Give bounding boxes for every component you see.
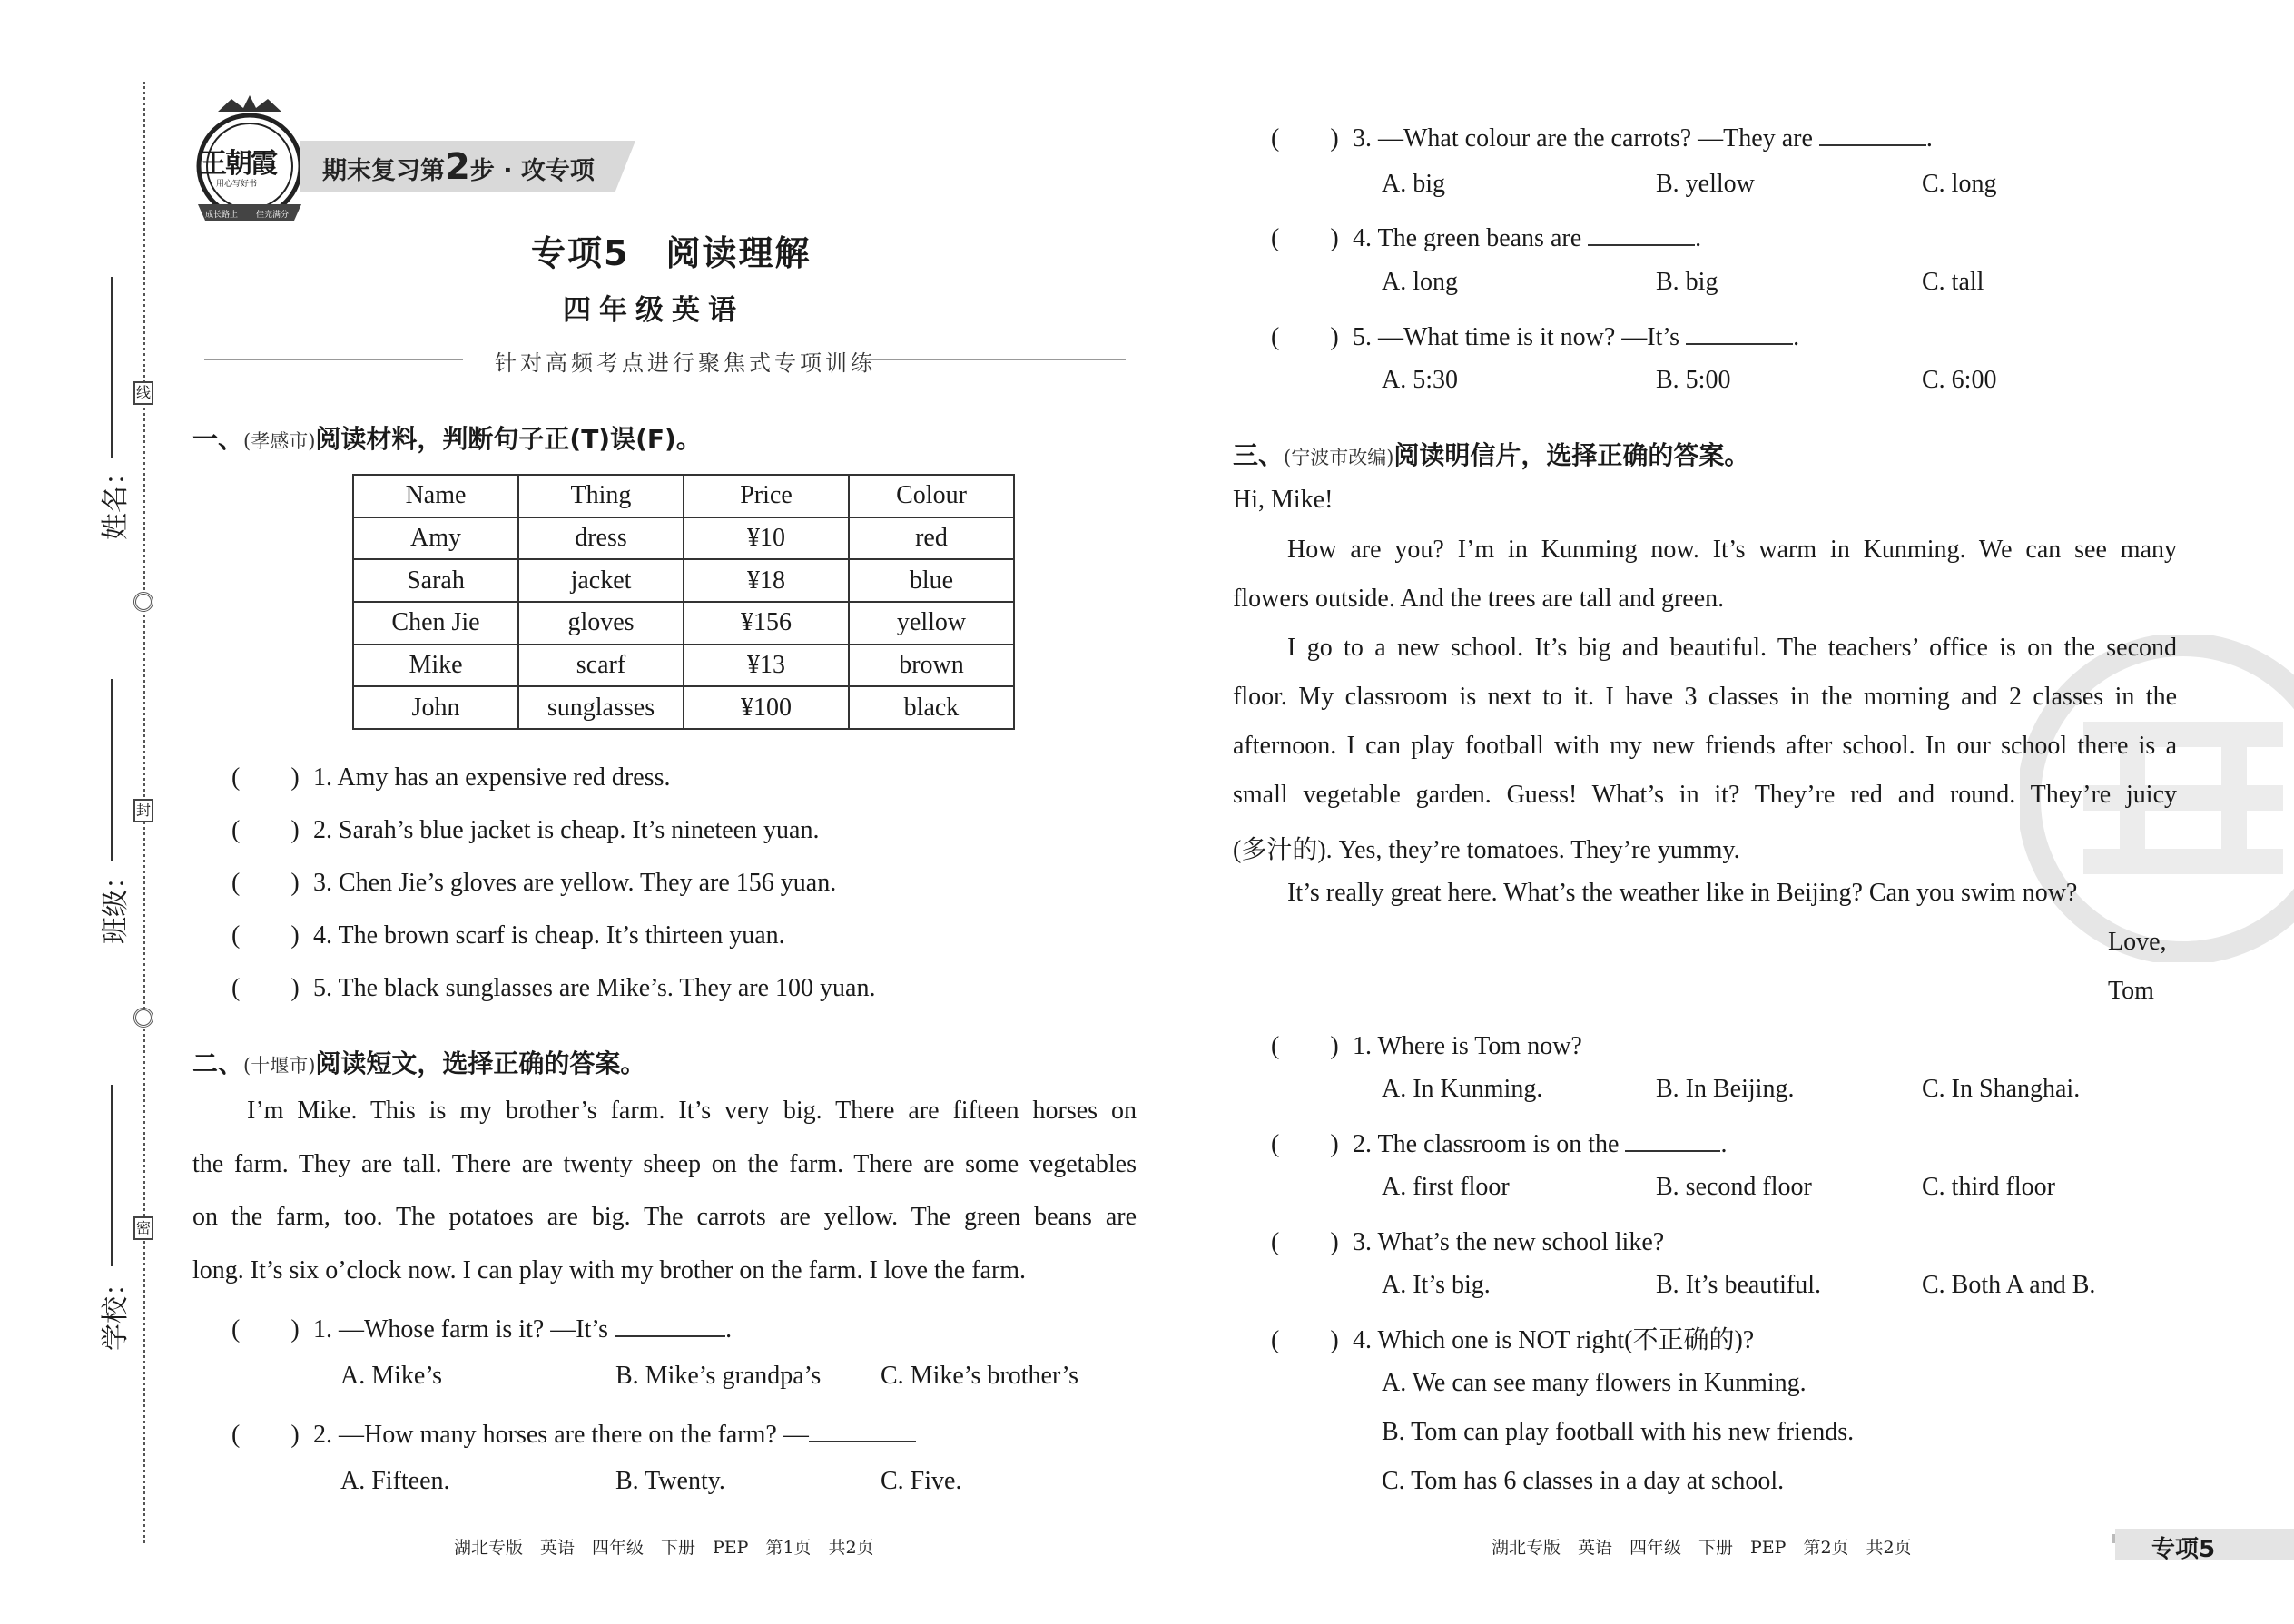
- price-table: [352, 474, 1015, 730]
- mc-question-4: ( ) 4. The green beans are .: [1271, 224, 1702, 252]
- logo-ribbon-left: 成长路上: [205, 211, 239, 220]
- passage-line: I’m Mike. This is my brother’s farm. It’s very big. There are fifteen horses on: [247, 1097, 1137, 1125]
- logo-tagline: 用心写好书: [216, 180, 258, 189]
- table-cell: Sarah: [353, 559, 518, 602]
- table-cell: jacket: [518, 559, 684, 602]
- answer-blank[interactable]: [1819, 126, 1926, 146]
- option-c: C. long: [1922, 170, 1997, 198]
- table-cell: Amy: [353, 517, 518, 560]
- mc-question-1: ( ) 1. Where is Tom now?: [1271, 1032, 1582, 1060]
- option-b: B. Twenty.: [615, 1467, 725, 1495]
- tf-question-1: ( ) 1. Amy has an expensive red dress.: [231, 763, 671, 792]
- mc-question-2: ( ) 2. —How many horses are there on the farm? —: [231, 1414, 916, 1451]
- table-cell: brown: [849, 645, 1014, 687]
- table-cell: yellow: [849, 602, 1014, 645]
- table-cell: ¥18: [684, 559, 849, 602]
- class-field[interactable]: [111, 679, 113, 861]
- table-cell: Chen Jie: [353, 602, 518, 645]
- divider: [862, 359, 1126, 360]
- option-a: A. Fifteen.: [340, 1467, 450, 1495]
- passage-line: flowers outside. And the trees are tall and green.: [1233, 585, 1725, 613]
- table-cell: Mike: [353, 645, 518, 687]
- name-label: 姓名：: [100, 458, 132, 540]
- binding-char-mi: 密: [133, 1216, 153, 1240]
- option-b: B. second floor: [1656, 1173, 1812, 1201]
- mc-question-2: ( ) 2. The classroom is on the .: [1271, 1130, 1728, 1158]
- option-b: B. Tom can play football with his new friends.: [1382, 1418, 1855, 1446]
- option-b: B. big: [1656, 268, 1718, 296]
- table-row: [353, 686, 1014, 729]
- option-b: B. 5:00: [1656, 366, 1731, 394]
- table-cell: red: [849, 517, 1014, 560]
- page-title: 专项5 阅读理解: [531, 233, 812, 273]
- option-a: A. It’s big.: [1382, 1271, 1491, 1299]
- option-b: B. It’s beautiful.: [1656, 1271, 1821, 1299]
- letter-signature: Tom: [2108, 977, 2154, 1005]
- mc-question-3: ( ) 3. What’s the new school like?: [1271, 1228, 1665, 1256]
- mc-question-3: ( ) 3. —What colour are the carrots? —They are .: [1271, 124, 1933, 153]
- divider: [204, 359, 463, 360]
- option-a: A. Mike’s: [340, 1362, 442, 1390]
- answer-blank[interactable]: [1686, 325, 1793, 345]
- option-b: B. yellow: [1656, 170, 1755, 198]
- option-c: C. tall: [1922, 268, 1984, 296]
- school-label: 学校：: [100, 1269, 132, 1351]
- name-field[interactable]: [111, 277, 113, 458]
- footer-right: 湖北专版 英语 四年级 下册 PEP 第2页 共2页: [1492, 1538, 1912, 1558]
- table-cell: sunglasses: [518, 686, 684, 729]
- logo-text: 王朝霞: [200, 148, 276, 180]
- passage-line: the farm. They are tall. There are twenty sheep on the farm. There are some vegetables: [192, 1150, 1137, 1178]
- passage-line: It’s really great here. What’s the weather like in Beijing? Can you swim now?: [1287, 879, 2078, 907]
- mc-question-4: ( ) 4. Which one is NOT right(不正确的)?: [1271, 1326, 1755, 1354]
- letter-closing: Love,: [2108, 928, 2167, 956]
- tf-question-4: ( ) 4. The brown scarf is cheap. It’s thirteen yuan.: [231, 921, 785, 950]
- tf-question-3: ( ) 3. Chen Jie’s gloves are yellow. They are 156 yuan.: [231, 869, 837, 897]
- mc-question-5: ( ) 5. —What time is it now? —It’s .: [1271, 323, 1800, 351]
- table-cell: black: [849, 686, 1014, 729]
- answer-blank[interactable]: [1588, 226, 1695, 246]
- table-cell: blue: [849, 559, 1014, 602]
- table-row: [353, 517, 1014, 560]
- table-header-row: [353, 475, 1014, 517]
- mc-question-1: ( ) 1. —Whose farm is it? —It’s .: [231, 1315, 733, 1343]
- passage-line: long. It’s six o’clock now. I can play with my brother on the farm. I love the farm.: [192, 1256, 1027, 1284]
- binding-char-xian: 线: [133, 381, 153, 405]
- passage-line: afternoon. I can play football with my new friends after school. In our school there is a: [1233, 732, 2177, 760]
- table-row: [353, 559, 1014, 602]
- class-label: 班级：: [100, 862, 132, 944]
- option-a: A. We can see many flowers in Kunming.: [1382, 1369, 1807, 1397]
- tf-question-2: ( ) 2. Sarah’s blue jacket is cheap. It’s nineteen yuan.: [231, 816, 820, 844]
- table-cell: ¥156: [684, 602, 849, 645]
- table-cell: gloves: [518, 602, 684, 645]
- table-row: [353, 645, 1014, 687]
- option-a: A. first floor: [1382, 1173, 1510, 1201]
- section2-heading: 二、(十堰市)阅读短文，选择正确的答案。: [192, 1048, 646, 1078]
- option-c: C. Five.: [881, 1467, 962, 1495]
- passage-line: (多汁的). Yes, they’re tomatoes. They’re yummy.: [1233, 836, 1740, 864]
- footer-left: 湖北专版 英语 四年级 下册 PEP 第1页 共2页: [454, 1538, 874, 1558]
- table-cell: dress: [518, 517, 684, 560]
- slogan: 针对高频考点进行聚焦式专项训练: [495, 350, 876, 376]
- passage-line: on the farm, too. The potatoes are big. The carrots are yellow. The green beans are: [192, 1203, 1137, 1231]
- table-cell: John: [353, 686, 518, 729]
- table-cell: ¥100: [684, 686, 849, 729]
- banner-text: 期末复习第2步 · 攻专项: [322, 146, 595, 188]
- option-a: A. long: [1382, 268, 1458, 296]
- option-a: A. 5:30: [1382, 366, 1458, 394]
- binding-hole-icon: [133, 592, 153, 612]
- passage-line: small vegetable garden. Guess! What’s in it? They’re red and round. They’re juicy: [1233, 781, 2177, 809]
- answer-blank[interactable]: [809, 1422, 916, 1442]
- option-b: B. In Beijing.: [1656, 1075, 1795, 1103]
- section-tab-label: 专项5: [2151, 1536, 2216, 1563]
- table-cell: ¥13: [684, 645, 849, 687]
- logo-ribbon-right: 佳完满分: [256, 211, 290, 220]
- section1-heading: 一、(孝感市)阅读材料，判断句子正(T)误(F)。: [192, 424, 702, 454]
- publisher-logo: [182, 95, 318, 231]
- page-subtitle: 四年级英语: [563, 294, 744, 327]
- letter-greeting: Hi, Mike!: [1233, 486, 1334, 514]
- section3-heading: 三、(宁波市改编)阅读明信片，选择正确的答案。: [1233, 440, 1750, 470]
- tf-question-5: ( ) 5. The black sunglasses are Mike’s. They are 100 yuan.: [231, 974, 876, 1002]
- option-a: A. In Kunming.: [1382, 1075, 1543, 1103]
- table-header: Thing: [518, 475, 684, 517]
- binding-char-feng: 封: [133, 799, 153, 822]
- option-c: C. Both A and B.: [1922, 1271, 2096, 1299]
- option-c: C. third floor: [1922, 1173, 2055, 1201]
- option-b: B. Mike’s grandpa’s: [615, 1362, 822, 1390]
- table-cell: scarf: [518, 645, 684, 687]
- option-c: C. Tom has 6 classes in a day at school.: [1382, 1467, 1785, 1495]
- table-header: Name: [353, 475, 518, 517]
- school-field[interactable]: [111, 1085, 113, 1266]
- passage-line: I go to a new school. It’s big and beautiful. The teachers’ office is on the second: [1287, 634, 2177, 662]
- table-row: [353, 602, 1014, 645]
- answer-blank[interactable]: [615, 1317, 725, 1337]
- option-a: A. big: [1382, 170, 1445, 198]
- passage-line: How are you? I’m in Kunming now. It’s warm in Kunming. We can see many: [1287, 536, 2177, 564]
- option-c: C. 6:00: [1922, 366, 1997, 394]
- table-cell: ¥10: [684, 517, 849, 560]
- binding-hole-icon: [133, 1008, 153, 1028]
- table-header: Price: [684, 475, 849, 517]
- option-c: C. In Shanghai.: [1922, 1075, 2081, 1103]
- passage-line: floor. My classroom is next to it. I have 3 classes in the morning and 2 classes in the: [1233, 683, 2177, 711]
- answer-blank[interactable]: [1625, 1132, 1720, 1152]
- table-header: Colour: [849, 475, 1014, 517]
- option-c: C. Mike’s brother’s: [881, 1362, 1079, 1390]
